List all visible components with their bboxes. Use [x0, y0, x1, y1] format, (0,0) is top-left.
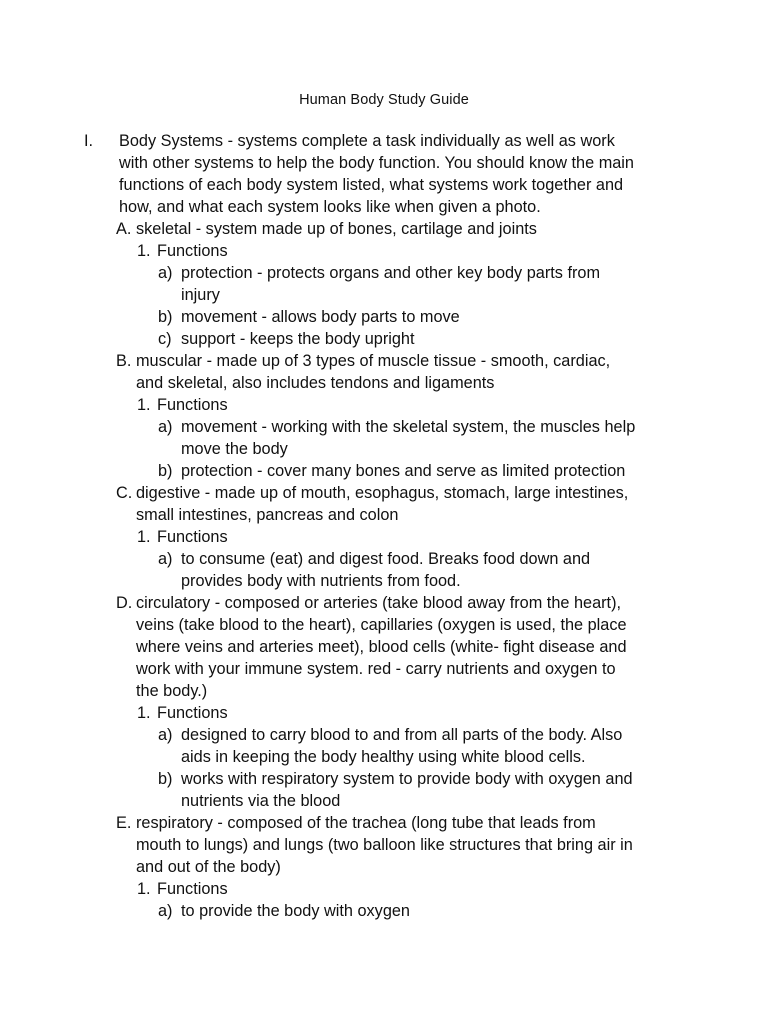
outline-text: works with respiratory system to provide body with oxygen and — [181, 770, 633, 788]
outline-text: digestive - made up of mouth, esophagus, stomach, large intestines, — [136, 484, 629, 502]
outline-text: Body Systems - systems complete a task individually as well as work — [119, 132, 615, 150]
outline-marker: b) — [158, 770, 173, 788]
outline-text: injury — [181, 286, 220, 304]
outline-text: Functions — [157, 242, 228, 260]
outline-line — [0, 306, 768, 328]
outline-text: veins (take blood to the heart), capillaries (oxygen is used, the place — [136, 616, 627, 634]
outline-marker: C. — [116, 484, 133, 502]
outline-line — [0, 570, 768, 592]
outline-line — [0, 482, 768, 504]
outline-line — [0, 130, 768, 152]
outline-marker: 1. — [137, 880, 151, 898]
outline-text: Functions — [157, 704, 228, 722]
outline-line — [0, 856, 768, 878]
outline-line — [0, 636, 768, 658]
outline-text: small intestines, pancreas and colon — [136, 506, 399, 524]
outline-marker: I. — [84, 132, 94, 150]
outline-text: support - keeps the body upright — [181, 330, 415, 348]
outline-line — [0, 504, 768, 526]
outline-line — [0, 614, 768, 636]
outline-line — [0, 438, 768, 460]
outline-text: work with your immune system. red - carry nutrients and oxygen to — [136, 660, 616, 678]
outline-text: movement - allows body parts to move — [181, 308, 460, 326]
outline-text: and out of the body) — [136, 858, 281, 876]
outline-line — [0, 790, 768, 812]
outline-line — [0, 372, 768, 394]
outline-text: aids in keeping the body healthy using white blood cells. — [181, 748, 586, 766]
study-guide-outline — [0, 130, 768, 922]
outline-marker: b) — [158, 308, 173, 326]
outline-line — [0, 900, 768, 922]
outline-text: nutrients via the blood — [181, 792, 341, 810]
document-title: Human Body Study Guide — [299, 92, 469, 108]
outline-line — [0, 240, 768, 262]
outline-marker: 1. — [137, 704, 151, 722]
outline-text: how, and what each system looks like when given a photo. — [119, 198, 541, 216]
outline-text: with other systems to help the body function. You should know the main — [119, 154, 634, 172]
outline-marker: E. — [116, 814, 132, 832]
outline-line — [0, 680, 768, 702]
outline-text: protection - cover many bones and serve as limited protection — [181, 462, 626, 480]
outline-text: the body.) — [136, 682, 208, 700]
outline-line — [0, 724, 768, 746]
outline-marker: a) — [158, 726, 173, 744]
outline-line — [0, 460, 768, 482]
outline-text: skeletal - system made up of bones, cartilage and joints — [136, 220, 537, 238]
outline-marker: a) — [158, 418, 173, 436]
outline-marker: a) — [158, 264, 173, 282]
outline-text: Functions — [157, 396, 228, 414]
outline-text: where veins and arteries meet), blood cells (white- fight disease and — [136, 638, 627, 656]
outline-line — [0, 328, 768, 350]
outline-text: to consume (eat) and digest food. Breaks food down and — [181, 550, 591, 568]
outline-marker: 1. — [137, 396, 151, 414]
outline-text: respiratory - composed of the trachea (long tube that leads from — [136, 814, 596, 832]
outline-line — [0, 548, 768, 570]
outline-line — [0, 526, 768, 548]
outline-text: Functions — [157, 880, 228, 898]
outline-text: muscular - made up of 3 types of muscle tissue - smooth, cardiac, — [136, 352, 611, 370]
outline-line — [0, 702, 768, 724]
outline-line — [0, 834, 768, 856]
outline-line — [0, 768, 768, 790]
outline-line — [0, 196, 768, 218]
outline-line — [0, 878, 768, 900]
outline-text: mouth to lungs) and lungs (two balloon like structures that bring air in — [136, 836, 633, 854]
outline-line — [0, 416, 768, 438]
outline-line — [0, 152, 768, 174]
outline-text: movement - working with the skeletal system, the muscles help — [181, 418, 636, 436]
outline-text: circulatory - composed or arteries (take blood away from the heart), — [136, 594, 622, 612]
outline-marker: D. — [116, 594, 133, 612]
outline-text: functions of each body system listed, what systems work together and — [119, 176, 624, 194]
outline-text: protection - protects organs and other key body parts from — [181, 264, 601, 282]
outline-marker: B. — [116, 352, 132, 370]
outline-line — [0, 658, 768, 680]
outline-text: designed to carry blood to and from all parts of the body. Also — [181, 726, 623, 744]
outline-line — [0, 592, 768, 614]
outline-line — [0, 350, 768, 372]
outline-text: and skeletal, also includes tendons and ligaments — [136, 374, 495, 392]
outline-line — [0, 746, 768, 768]
outline-line — [0, 174, 768, 196]
outline-marker: c) — [158, 330, 172, 348]
outline-line — [0, 262, 768, 284]
outline-marker: 1. — [137, 242, 151, 260]
outline-marker: A. — [116, 220, 132, 238]
outline-line — [0, 394, 768, 416]
outline-text: move the body — [181, 440, 288, 458]
outline-line — [0, 812, 768, 834]
outline-text: Functions — [157, 528, 228, 546]
outline-marker: 1. — [137, 528, 151, 546]
outline-marker: a) — [158, 902, 173, 920]
outline-marker: b) — [158, 462, 173, 480]
outline-marker: a) — [158, 550, 173, 568]
outline-text: to provide the body with oxygen — [181, 902, 410, 920]
outline-text: provides body with nutrients from food. — [181, 572, 461, 590]
outline-line — [0, 218, 768, 240]
outline-line — [0, 284, 768, 306]
